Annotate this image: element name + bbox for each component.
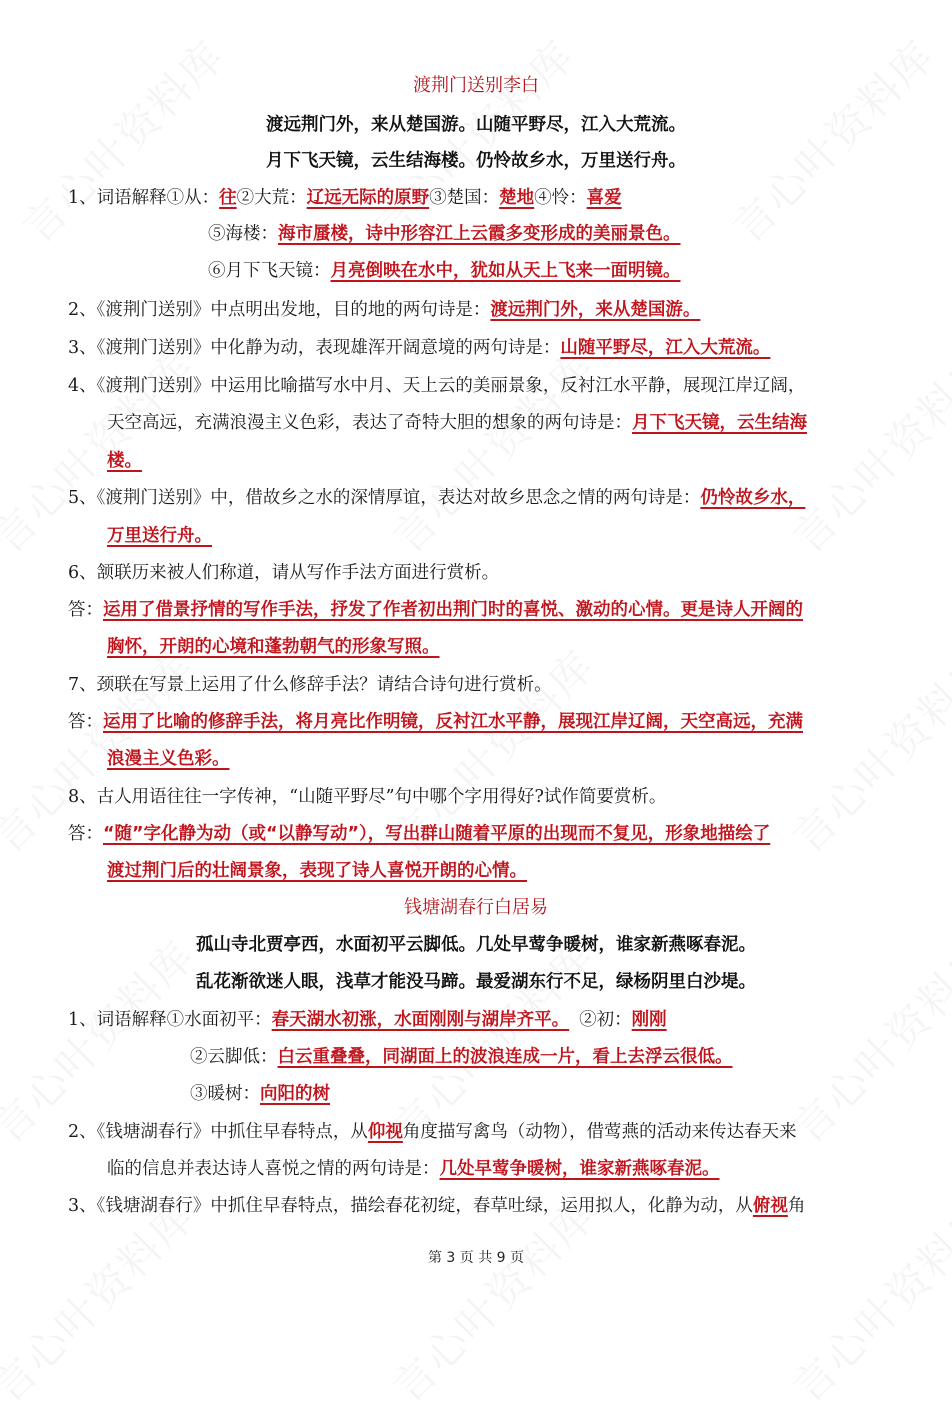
answer: 仍怜故乡水， bbox=[700, 488, 806, 508]
question-1: 1、词语解释①从：往②大荒：辽远无际的原野③楚国：楚地④怜：喜爱 bbox=[68, 188, 622, 208]
watermark bbox=[777, 1185, 952, 1414]
question-1-item-5: ⑤海楼：海市蜃楼，诗中形容江上云霞多变形成的美丽景色。 bbox=[208, 222, 691, 246]
watermark bbox=[0, 1185, 207, 1414]
answer-7: 答：运用了比喻的修辞手法，将月亮比作明镜，反衬江水平静，展现江岸辽阔，天空高远，充满 bbox=[68, 712, 803, 732]
poem-line: 乱花渐欲迷人眼，浅草才能没马蹄。最爱湖东行不足，绿杨阴里白沙堤。 bbox=[196, 972, 756, 992]
answer: 月亮倒映在水中，犹如从天上飞来一面明镜。 bbox=[330, 261, 681, 281]
answer: 月下飞天镜，云生结海 bbox=[632, 413, 807, 433]
answer: 山随平野尽，江入大荒流。 bbox=[560, 338, 771, 358]
answer: 运用了借景抒情的写作手法，抒发了作者初出荆门时的喜悦、激动的心情。更是诗人开阔的 bbox=[103, 600, 803, 620]
answer: 楼。 bbox=[107, 451, 142, 471]
answer: 俯视 bbox=[752, 1196, 788, 1216]
answer: 胸怀，开朗的心境和蓬勃朝气的形象写照。 bbox=[107, 637, 440, 657]
watermark bbox=[777, 335, 952, 564]
answer: 渡远荆门外，来从楚国游。 bbox=[490, 300, 701, 320]
question-2: 2、《渡荆门送别》中点明出发地，目的地的两句诗是：渡远荆门外，来从楚国游。 bbox=[68, 298, 710, 322]
answer-6-cont bbox=[107, 635, 450, 659]
watermark bbox=[717, 25, 946, 254]
answer: 海市蜃楼，诗中形容江上云霞多变形成的美丽景色。 bbox=[278, 224, 681, 244]
watermark bbox=[777, 635, 952, 864]
p2-question-1: 1、词语解释①水面初平：春天湖水初涨，水面刚刚与湖岸齐平。 ②初：刚刚 bbox=[68, 1010, 667, 1030]
answer: 运用了比喻的修辞手法，将月亮比作明镜，反衬江水平静，展现江岸辽阔，天空高远，充满 bbox=[103, 712, 803, 732]
watermark bbox=[7, 25, 236, 254]
poem-line: 月下飞天镜，云生结海楼。仍怜故乡水，万里送行舟。 bbox=[266, 151, 686, 171]
answer: 万里送行舟。 bbox=[107, 526, 212, 546]
answer: 春天湖水初涨，水面刚刚与湖岸齐平。 bbox=[271, 1010, 570, 1030]
answer: 白云重叠叠，同湖面上的波浪连成一片，看上去浮云很低。 bbox=[277, 1047, 733, 1067]
watermark bbox=[377, 335, 606, 564]
answer: 楚地 bbox=[499, 188, 535, 208]
p2-question-1-item: ②云脚低：白云重叠叠，同湖面上的波浪连成一片，看上去浮云很低。 bbox=[190, 1045, 743, 1069]
answer: 刚刚 bbox=[631, 1010, 667, 1030]
page-number: 第 3 页 共 9 页 bbox=[427, 1250, 525, 1266]
question-4: 4、《渡荆门送别》中运用比喻描写水中月、天上云的美丽景象，反衬江水平静，展现江岸辽阔， bbox=[68, 376, 806, 396]
question-3: 3、《渡荆门送别》中化静为动，表现雄浑开阔意境的两句诗是：山随平野尽，江入大荒流。 bbox=[68, 336, 780, 360]
answer: 向阳的树 bbox=[260, 1084, 330, 1104]
p2-question-1-item: ③暖树：向阳的树 bbox=[190, 1084, 330, 1104]
question-7: 7、颈联在写景上运用了什么修辞手法？请结合诗句进行赏析。 bbox=[68, 675, 552, 695]
answer: 渡过荆门后的壮阔景象，表现了诗人喜悦开朗的心情。 bbox=[107, 861, 527, 881]
poem-title: 渡荆门送别李白 bbox=[413, 75, 539, 96]
answer: 仰视 bbox=[367, 1122, 403, 1142]
watermark bbox=[377, 1185, 606, 1414]
answer: 辽远无际的原野 bbox=[306, 188, 430, 208]
answer: 浪漫主义色彩。 bbox=[107, 749, 230, 769]
watermark bbox=[357, 25, 586, 254]
answer: 几处早莺争暖树，谁家新燕啄春泥。 bbox=[439, 1159, 720, 1179]
question-5: 5、《渡荆门送别》中，借故乡之水的深情厚谊，表达对故乡思念之情的两句诗是：仍怜故乡水， bbox=[68, 488, 806, 508]
question-4-answer-cont bbox=[107, 449, 152, 473]
answer-8: 答：“随”字化静为动（或“以静写动”），写出群山随着平原的出现而不复见，形象地描绘了 bbox=[68, 824, 771, 844]
answer: 往 bbox=[219, 188, 237, 208]
answer-7-cont bbox=[107, 747, 240, 771]
answer-8-cont bbox=[107, 859, 537, 883]
poem-line: 渡远荆门外，来从楚国游。山随平野尽，江入大荒流。 bbox=[266, 115, 686, 135]
p2-question-3: 3、《钱塘湖春行》中抓住早春特点，描绘春花初绽，春草吐绿，运用拟人，化静为动，从俯视角 bbox=[68, 1196, 806, 1216]
question-8: 8、古人用语往往一字传神，“山随平野尽”句中哪个字用得好?试作简要赏析。 bbox=[68, 787, 667, 807]
answer-6: 答：运用了借景抒情的写作手法，抒发了作者初出荆门时的喜悦、激动的心情。更是诗人开阔的 bbox=[68, 600, 803, 620]
watermark bbox=[777, 925, 952, 1154]
p2-question-2-cont: 临的信息并表达诗人喜悦之情的两句诗是：几处早莺争暖树，谁家新燕啄春泥。 bbox=[107, 1157, 730, 1181]
p2-question-2: 2、《钱塘湖春行》中抓住早春特点，从仰视角度描写禽鸟（动物），借莺燕的活动来传达春天来 bbox=[68, 1122, 797, 1142]
poem-line: 孤山寺北贾亭西，水面初平云脚低。几处早莺争暖树，谁家新燕啄春泥。 bbox=[196, 935, 756, 955]
question-1-item-6: ⑥月下飞天镜：月亮倒映在水中，犹如从天上飞来一面明镜。 bbox=[208, 259, 691, 283]
answer: “随”字化静为动（或“以静写动”），写出群山随着平原的出现而不复见，形象地描绘了 bbox=[103, 824, 771, 844]
question-4-cont: 天空高远，充满浪漫主义色彩，表达了奇特大胆的想象的两句诗是：月下飞天镜，云生结海 bbox=[107, 413, 807, 433]
answer: 喜爱 bbox=[586, 188, 622, 208]
question-5-answer-cont bbox=[107, 524, 222, 548]
poem-title: 钱塘湖春行白居易 bbox=[404, 897, 548, 918]
question-6: 6、颔联历来被人们称道，请从写作手法方面进行赏析。 bbox=[68, 563, 500, 583]
